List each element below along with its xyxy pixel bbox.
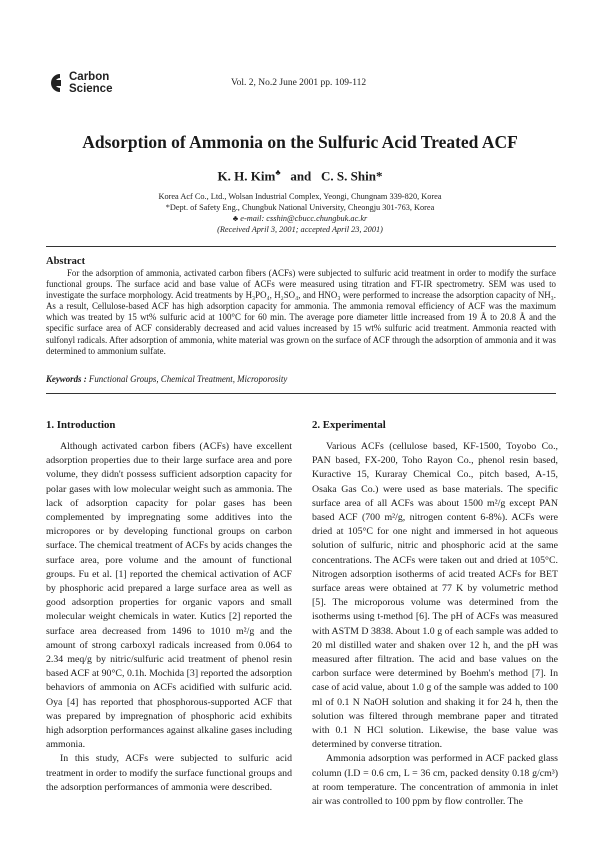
keywords-line (46, 374, 287, 384)
author-second: C. S. Shin* (321, 168, 383, 184)
paper-title: Adsorption of Ammonia on the Sulfuric Acid Treated ACF (82, 132, 518, 152)
keywords-label: Keywords : (46, 374, 87, 384)
keywords-text: Functional Groups, Chemical Treatment, Microporosity (88, 374, 288, 384)
experimental-paragraph-1: Various ACFs (cellulose based, KF-1500, Toyobo Co., PAN based, FX-200, Toho Rayon Co., phenol resin based, Kuractive 15, Kuraray Chemical Co., pitch based, A-15, Osaka Gas Co.) were used as base materials. The specific surface area of all ACFs was about 1500 m²/g except PAN based ACF (700 m²/g, nitrogen content 6-8%). ACFs were dried at 105°C for one night and immersed in hot aqueous solution of sulfuric, nitric and phosphoric acid at the same concentrations. The ACFs were taken out and dried at 105°C. Nitrogen adsorption isotherms of acid treated ACFs for BET surface areas were obtained at 77 K by volumetric method [5]. The microporous volume was determined from the isotherms using t-method [6]. The pH of ACFs was measured with ASTM D 3838. About 1.0 g of each sample was added to 20 ml distilled water and shaken over 12 h, and the pH was measured after filtration. The acid and base values on the carbon surface were determined by Boehm's method [7]. In case of acid value, about 1.0 g of the sample was added to 100 ml of 0.1 N NaOH solution and shaking it for 24 h, then the solution was filtered through membrane paper and titrated with 0.1 N HCl solution. Likewise, the base value was determined by converse titration. (312, 441, 558, 751)
received-dates: (Received April 3, 2001; accepted April 23, 2001) (217, 225, 383, 234)
affiliation-email: ♣ e-mail: csshin@cbucc.chungbuk.ac.kr (232, 214, 368, 223)
author-mark: ♣ (275, 168, 281, 177)
journal-citation: Vol. 2, No.2 June 2001 pp. 109-112 (231, 78, 367, 88)
carbon-logo-icon (46, 70, 64, 96)
author-line (0, 168, 600, 184)
experimental-section (312, 419, 558, 809)
abstract-text: For the adsorption of ammonia, activated carbon fibers (ACFs) were subjected to sulfuric acid treatment in order to modify the surface functional groups. The surface acid and base value of ACFs were measured using titration and FT-IR spectrometry. SEM was used to investigate the surface morphology. Acid treatments by H₃PO₄, H₂SO₄, and HNO₃ were performed to increase the adsorption capacity of NH₃. As a result, Cellulose-based ACF has high adsorption capacity for ammonia. The ammonia removal efficiency of ACF was the maximum which was treated by 15 wt% sulfuric acid at 100°C for 60 min. The average pore diameter little increased from 19 Å to 20.8 Å and the specific surface area of ACF considerably decreased and acid values increased by 15 wt% sulfuric acid treatment. Ammonia reacted with sulfonyl radicals. After adsorption of ammonia, white material was grown on the surface of ACF through the adsorption of ammonia and it was determined to ammonium sulfate. (46, 268, 556, 356)
experimental-heading: 2. Experimental (312, 419, 386, 431)
introduction-paragraph-2: In this study, ACFs were subjected to sulfuric acid treatment in order to modify the surface functional groups and the adsorption performances of ammonia were described. (46, 753, 292, 793)
introduction-heading: 1. Introduction (46, 419, 116, 431)
abstract-top-rule (46, 246, 556, 247)
author-conjunction: and (290, 168, 312, 184)
abstract-bottom-rule (46, 393, 556, 394)
affiliation-1: Korea Acf Co., Ltd., Wolsan Industrial Complex, Yeongi, Chungnam 339-820, Korea (158, 192, 442, 201)
logo-line-science: Science (69, 83, 113, 95)
introduction-section (46, 419, 292, 795)
journal-logo (46, 70, 112, 96)
affiliation-2: *Dept. of Safety Eng., Chungbuk National University, Cheongju 301-763, Korea (165, 203, 435, 212)
experimental-paragraph-2: Ammonia adsorption was performed in ACF packed glass column (I.D = 0.6 cm, L = 36 cm, packed density 0.18 g/cm³) at room temperature. The concentration of ammonia in inlet air was controlled to 100 ppm by flow controller. The (312, 753, 558, 808)
abstract-heading: Abstract (46, 256, 86, 267)
author-first: K. H. Kim (217, 168, 276, 184)
introduction-paragraph-1: Although activated carbon fibers (ACFs) have excellent adsorption properties due to their large surface area and pore volume, they didn't possess sufficient adsorption capacity for polar gases with low molecular weight such as ammonia. The lack of adsorption capacity for polar gases has been complemented by impregnating some additives into the micropores or by developing functional groups on carbon surface. The chemical treatment of ACFs by acids changes the surface area, pore volume and the amount of functional groups. Fu et al. [1] reported the chemical activation of ACF by phosphoric acid prepared a large surface area as well as good adsorption properties for organic vapors and small molecular weight chemicals in water. Kutics [2] reported the surface area decreased from 1496 to 1010 m²/g and the amount of strong carboxyl radicals increased from 0.064 to 2.34 meq/g by nitric/sulfuric acid treatment of phenol resin based ACF at 90°C, 0.1h. Mochida [3] reported the adsorption behaviors of ammonia on ACFs acidified with sulfuric acid. Oya [4] has reported that phosphorous-supported ACF that was prepared by impregnation of phosphoric acid exhibits high adsorption performances against alkaline gases including ammonia. (46, 441, 292, 751)
logo-line-carbon: Carbon (69, 71, 110, 83)
